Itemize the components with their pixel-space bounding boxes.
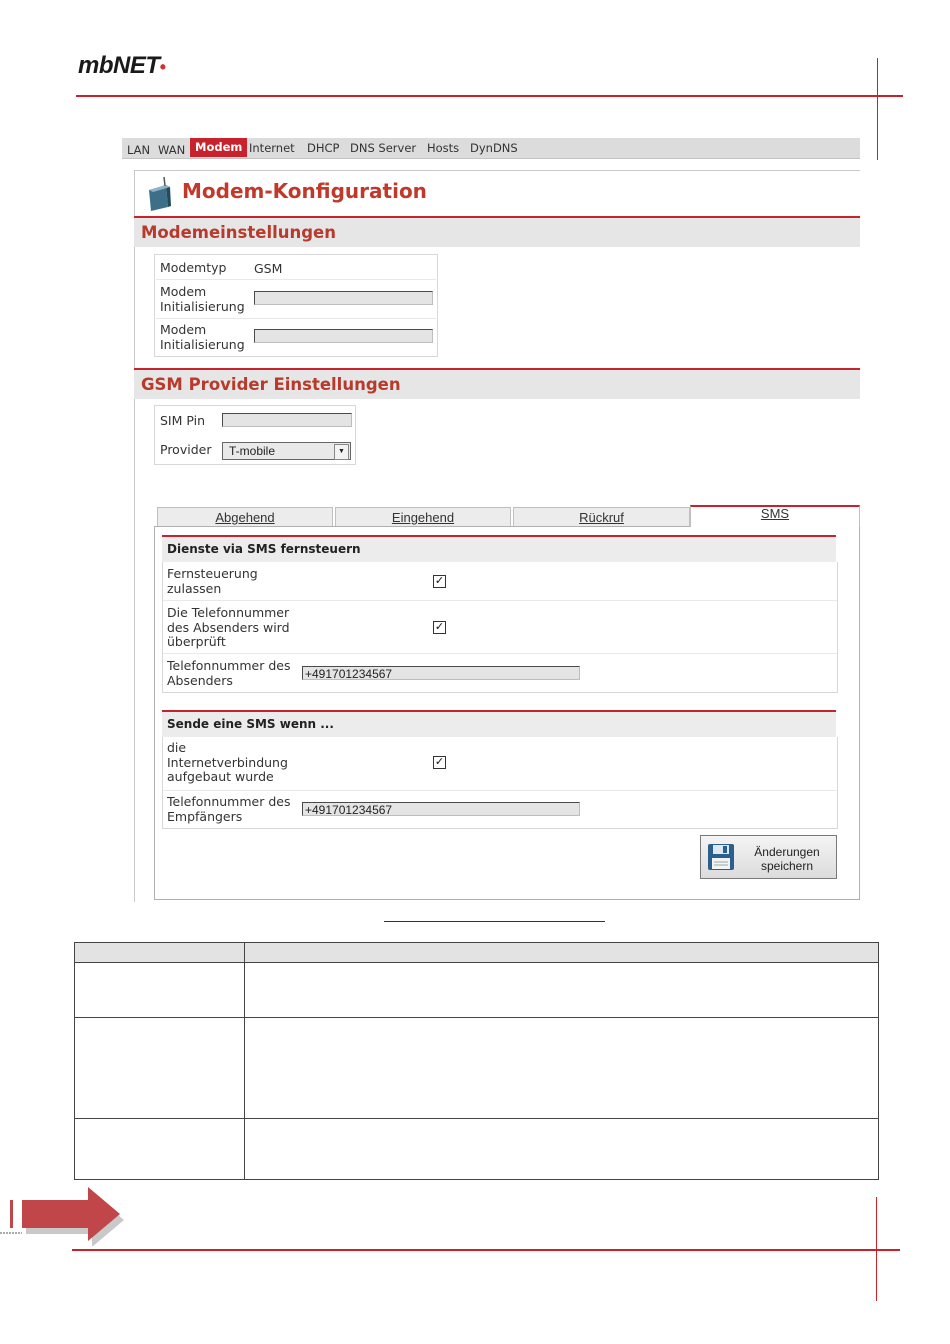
internet-connected-label: die Internetverbindung aufgebaut wurde [167,740,288,784]
panel-border-left [134,170,135,902]
save-changes-button[interactable] [700,835,837,879]
tab-sms[interactable]: SMS [690,505,860,527]
header-rule [76,95,903,97]
nav-bar [122,138,860,159]
checkmark-icon: ✓ [434,620,445,633]
row-separator [163,600,837,601]
sim-pin-label: SIM Pin [160,413,206,428]
modem-init1-label: Modem Initialisierung [160,284,245,314]
nav-internet[interactable]: Internet [249,141,295,155]
recipient-number-input[interactable]: +491701234567 [302,802,580,816]
modem-init2-input[interactable] [254,329,433,343]
logo-text: mbNET [78,52,160,79]
row-separator [156,279,436,280]
sender-number-input[interactable]: +491701234567 [302,666,580,680]
nav-hosts[interactable]: Hosts [427,141,460,155]
sender-number-label: Telefonnummer des Absenders [167,658,291,688]
section-modem-settings-heading: Modemeinstellungen [141,223,336,242]
description-table [74,942,879,1180]
row-separator [163,653,837,654]
nav-dyndns[interactable]: DynDNS [470,141,518,155]
floppy-disk-icon [707,843,735,871]
table-row-divider [74,1017,879,1018]
save-changes-label: Änderungen speichern [754,845,820,873]
table-header-row [74,942,879,963]
modem-init2-label: Modem Initialisierung [160,322,245,352]
modem-icon [146,176,172,212]
nav-dhcp[interactable]: DHCP [307,141,340,155]
nav-dns-server[interactable]: DNS Server [350,141,417,155]
modem-type-label: Modemtyp [160,260,227,275]
allow-remote-label: Fernsteuerung zulassen [167,566,258,596]
nav-wan[interactable]: WAN [158,143,186,157]
panel-border-top [134,170,860,171]
gsm-settings-box [154,405,356,465]
section-gsm-provider [134,368,860,399]
tab-abgehend[interactable]: Abgehend [157,507,333,526]
header-vertical-rule [877,58,878,160]
footer-rule [72,1249,900,1251]
next-page-arrow-icon [0,1186,130,1246]
modem-settings-box [154,254,438,357]
table-column-divider [244,942,245,1180]
nav-lan[interactable]: LAN [127,143,151,157]
chevron-down-icon[interactable]: ▼ [334,444,349,460]
tab-eingehend[interactable]: Eingehend [335,507,511,526]
modem-type-value: GSM [254,261,283,276]
recipient-number-label: Telefonnummer des Empfängers [167,794,291,824]
allow-remote-checkbox[interactable] [433,575,446,588]
caption-underline [384,921,605,922]
verify-sender-label: Die Telefonnummer des Absenders wird überprüft [167,605,290,649]
nav-modem[interactable]: Modem [190,138,247,157]
section-gsm-provider-heading: GSM Provider Einstellungen [141,375,401,394]
table-row-divider [74,1118,879,1119]
tab-rueckruf[interactable]: Rückruf [513,507,690,526]
section-modem-settings [134,216,860,247]
provider-label: Provider [160,442,212,457]
sim-pin-input[interactable] [222,413,352,427]
row-separator [156,318,436,319]
provider-select[interactable] [222,442,351,460]
page-title: Modem-Konfiguration [182,179,427,203]
send-sms-heading: Sende eine SMS wenn ... [167,717,334,731]
subsection-remote-control [162,535,836,563]
modem-init1-input[interactable] [254,291,433,305]
checkmark-icon: ✓ [434,574,445,587]
verify-sender-checkbox[interactable] [433,621,446,634]
row-separator [163,790,837,791]
mbnet-logo [78,52,165,80]
logo-mark: • [159,57,166,77]
remote-control-box [162,562,838,693]
send-sms-box [162,737,838,829]
checkmark-icon: ✓ [434,755,445,768]
remote-control-heading: Dienste via SMS fernsteuern [167,542,361,556]
subsection-send-sms [162,710,836,738]
provider-select-value: T-mobile [229,444,276,458]
internet-connected-checkbox[interactable] [433,756,446,769]
footer-vertical-rule [876,1197,877,1301]
